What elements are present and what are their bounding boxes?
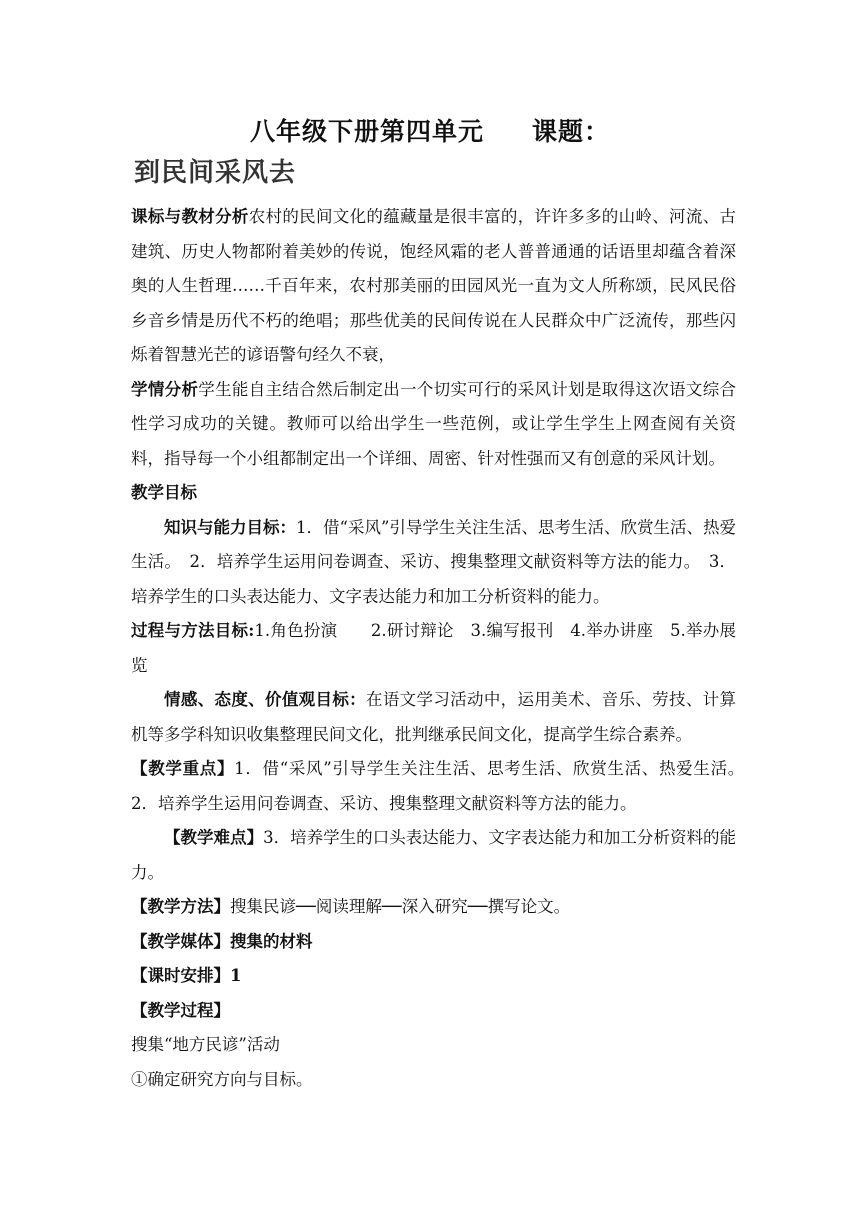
schedule-paragraph	[131, 959, 736, 994]
analysis-paragraph	[131, 200, 736, 373]
schedule-label: 【课时安排】	[131, 966, 230, 985]
process-paragraph	[131, 614, 736, 683]
knowledge-label: 知识与能力目标：	[164, 517, 297, 537]
key-points-paragraph	[131, 752, 753, 821]
title-topic-label: 课题：	[532, 117, 611, 146]
lesson-subtitle: 到民间采风去	[134, 158, 297, 188]
learner-text: 学生能自主结合然后制定出一个切实可行的采风计划是取得这次语文综合性学习成功的关键。教师可以给出学生一些范例，或让学生学生上网查阅有关资料，指导每一个小组都制定出一个详细、周密、针对性强而又有创意的采风计划。	[131, 379, 737, 468]
difficulties-paragraph	[131, 821, 736, 890]
learner-label: 学情分析	[131, 379, 199, 399]
media-label: 【教学媒体】	[131, 931, 230, 951]
media-paragraph	[131, 925, 736, 960]
objectives-heading: 教学目标	[131, 483, 197, 502]
learner-paragraph	[131, 373, 736, 477]
emotion-label: 情感、态度、价值观目标：	[164, 690, 366, 709]
page-title	[0, 112, 860, 148]
analysis-text: 农村的民间文化的蕴藏量是很丰富的，许许多多的山岭、河流、古建筑、历史人物都附着美妙的传说，饱经风霜的老人普普通通的话语里却蕴含着深奥的人生哲理……千百年来，农村那美丽的田园风光一直为文人所称颂，民风民俗乡音乡情是历代不朽的绝唱；那些优美的民间传说在人民群众中广泛流传，那些闪烁着智慧光芒的谚语警句经久不衰，	[131, 207, 737, 364]
key-points-text: 1．借“采风”引导学生关注生活、思考生活、欣赏生活、热爱生活。 2．培养学生运用问卷调查、采访、搜集整理文献资料等方法的能力。	[131, 759, 753, 813]
schedule-text: 1	[230, 966, 242, 985]
difficulties-label: 【教学难点】	[164, 828, 264, 847]
method-label: 【教学方法】	[131, 897, 230, 916]
document-body	[131, 200, 753, 1097]
activity-line: 搜集“地方民谚”活动	[131, 1035, 280, 1054]
step-one-line: ①确定研究方向与目标。	[131, 1069, 313, 1089]
title-unit: 八年级下册第四单元	[249, 117, 484, 146]
knowledge-text: 1．借“采风”引导学生关注生活、思考生活、欣赏生活、热爱生活。 2．培养学生运用问卷调查、采访、搜集整理文献资料等方法的能力。 3．培养学生的口头表达能力、文字表达能力和加工分析资料的能力。	[131, 517, 736, 606]
method-paragraph	[131, 890, 736, 925]
analysis-label: 课标与教材分析	[131, 207, 249, 226]
emotion-paragraph	[131, 683, 736, 752]
process-heading: 【教学过程】	[131, 1000, 230, 1020]
method-text: 搜集民谚──阅读理解──深入研究──撰写论文。	[230, 897, 571, 916]
process-text: 1.角色扮演 2.研讨辩论 3.编写报刊 4.举办讲座 5.举办展览	[131, 621, 737, 675]
emotion-text: 在语文学习活动中，运用美术、音乐、劳技、计算机等多学科知识收集整理民间文化，批判继承民间文化，提高学生综合素养。	[131, 690, 737, 744]
media-text: 搜集的材料	[230, 931, 313, 951]
process-label: 过程与方法目标:	[131, 621, 255, 640]
knowledge-paragraph	[131, 511, 736, 615]
key-points-label: 【教学重点】	[131, 759, 235, 778]
difficulties-text: 3．培养学生的口头表达能力、文字表达能力和加工分析资料的能力。	[131, 828, 737, 882]
